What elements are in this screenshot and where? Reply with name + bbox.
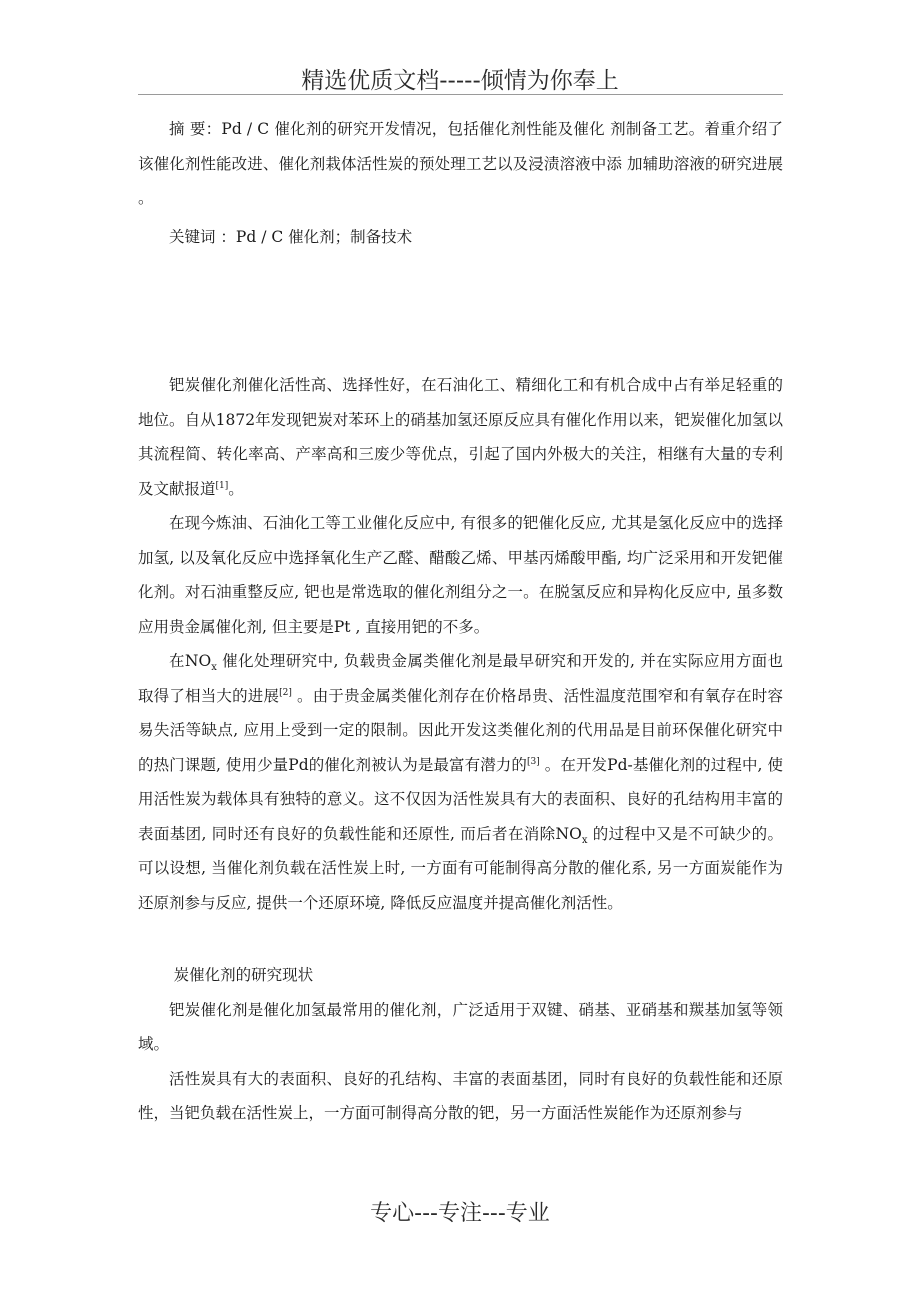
body-paragraph-3: [138, 644, 783, 920]
body-paragraph-1: [138, 368, 783, 506]
abstract-paragraph: 摘 要：Pd / C 催化剂的研究开发情况，包括催化剂性能及催化 剂制备工艺。着重介绍了该催化剂性能改进、催化剂栽体活性炭的预处理工艺以及浸渍溶液中添 加辅助溶液的研究进展 。: [138, 120, 783, 207]
section-title: 炭催化剂的研究现状: [173, 966, 314, 984]
citation-ref: [3]: [527, 756, 540, 767]
spacer: [138, 920, 783, 958]
paragraph-text: 钯炭催化剂催化活性高、选择性好，在石油化工、精细化工和有机合成中占有举足轻重的地位。自从1872年发现钯炭对苯环上的硝基加氢还原反应具有催化作用以来，钯炭催化加氢以其流程简、转化率高、产率高和三废少等优点，引起了国内外极大的关注，相继有大量的专利及文献报道: [138, 376, 783, 498]
paragraph-text: 。在开发Pd-基催化剂的过程中, 使用活性炭为载体具有独特的意义。这不仅因为活性炭具有大的表面积、良好的孔结构用丰富的表面基团, 同时还有良好的负载性能和还原性, 而后者在消除NO: [138, 755, 783, 843]
paragraph-text: 。由于贵金属类催化剂存在价格昂贵、活性温度范围窄和有氧存在时容易失活等缺点, 应用上受到一定的限制。因此开发这类催化剂的代用品是目前环保催化研究中的热门课题, 使用少量Pd的催化剂被认为是最富有潜力的: [138, 686, 783, 774]
document-body: [138, 112, 783, 1131]
body-paragraph-5: 活性炭具有大的表面积、良好的孔结构、丰富的表面基团，同时有良好的负载性能和还原性，当钯负载在活性炭上，一方面可制得高分散的钯，另一方面活性炭能作为还原剂参与: [138, 1069, 783, 1122]
paragraph-text: 催化处理研究中, 负载贵金属类催化剂是最早研究和开发的, 并在实际应用方面也取得了相当大的进展: [138, 652, 783, 705]
body-paragraph-2: 在现今炼油、石油化工等工业催化反应中, 有很多的钯催化反应, 尤其是氢化反应中的选择加氢, 以及氧化反应中选择氧化生产乙醛、醋酸乙烯、甲基丙烯酸甲酯, 均广泛采用和开发钯催化剂。对石油重整反应, 钯也是常选取的催化剂组分之一。在脱氢反应和异构化反应中, 虽多数应用贵金属催化剂, 但主要是Pt , 直接用钯的不多。: [138, 514, 783, 636]
page-footer: 专心---专注---专业: [370, 1201, 550, 1226]
header-divider: [138, 94, 783, 95]
keywords-line: 关键词 ：Pd / C 催化剂；制备技术: [169, 227, 413, 246]
paragraph-text: 在NO: [169, 652, 212, 670]
body-paragraph-4: 钯炭催化剂是催化加氢最常用的催化剂，广泛适用于双键、硝基、亚硝基和羰基加氢等领域。: [138, 1000, 783, 1053]
citation-ref: [1]: [215, 480, 229, 491]
subscript: x: [581, 834, 588, 846]
subscript: x: [211, 662, 217, 674]
page-header: 精选优质文档-----倾情为你奉上: [301, 68, 619, 94]
spacer: [138, 254, 783, 368]
paragraph-text: 的过程中又是不可缺少的。可以设想, 当催化剂负载在活性炭上时, 一方面有可能制得高分散的催化系, 另一方面炭能作为还原剂参与反应, 提供一个还原环境, 降低反应温度并提高催化剂活性。: [138, 824, 783, 912]
paragraph-text: 。: [228, 479, 244, 498]
citation-ref: [2]: [279, 687, 292, 698]
